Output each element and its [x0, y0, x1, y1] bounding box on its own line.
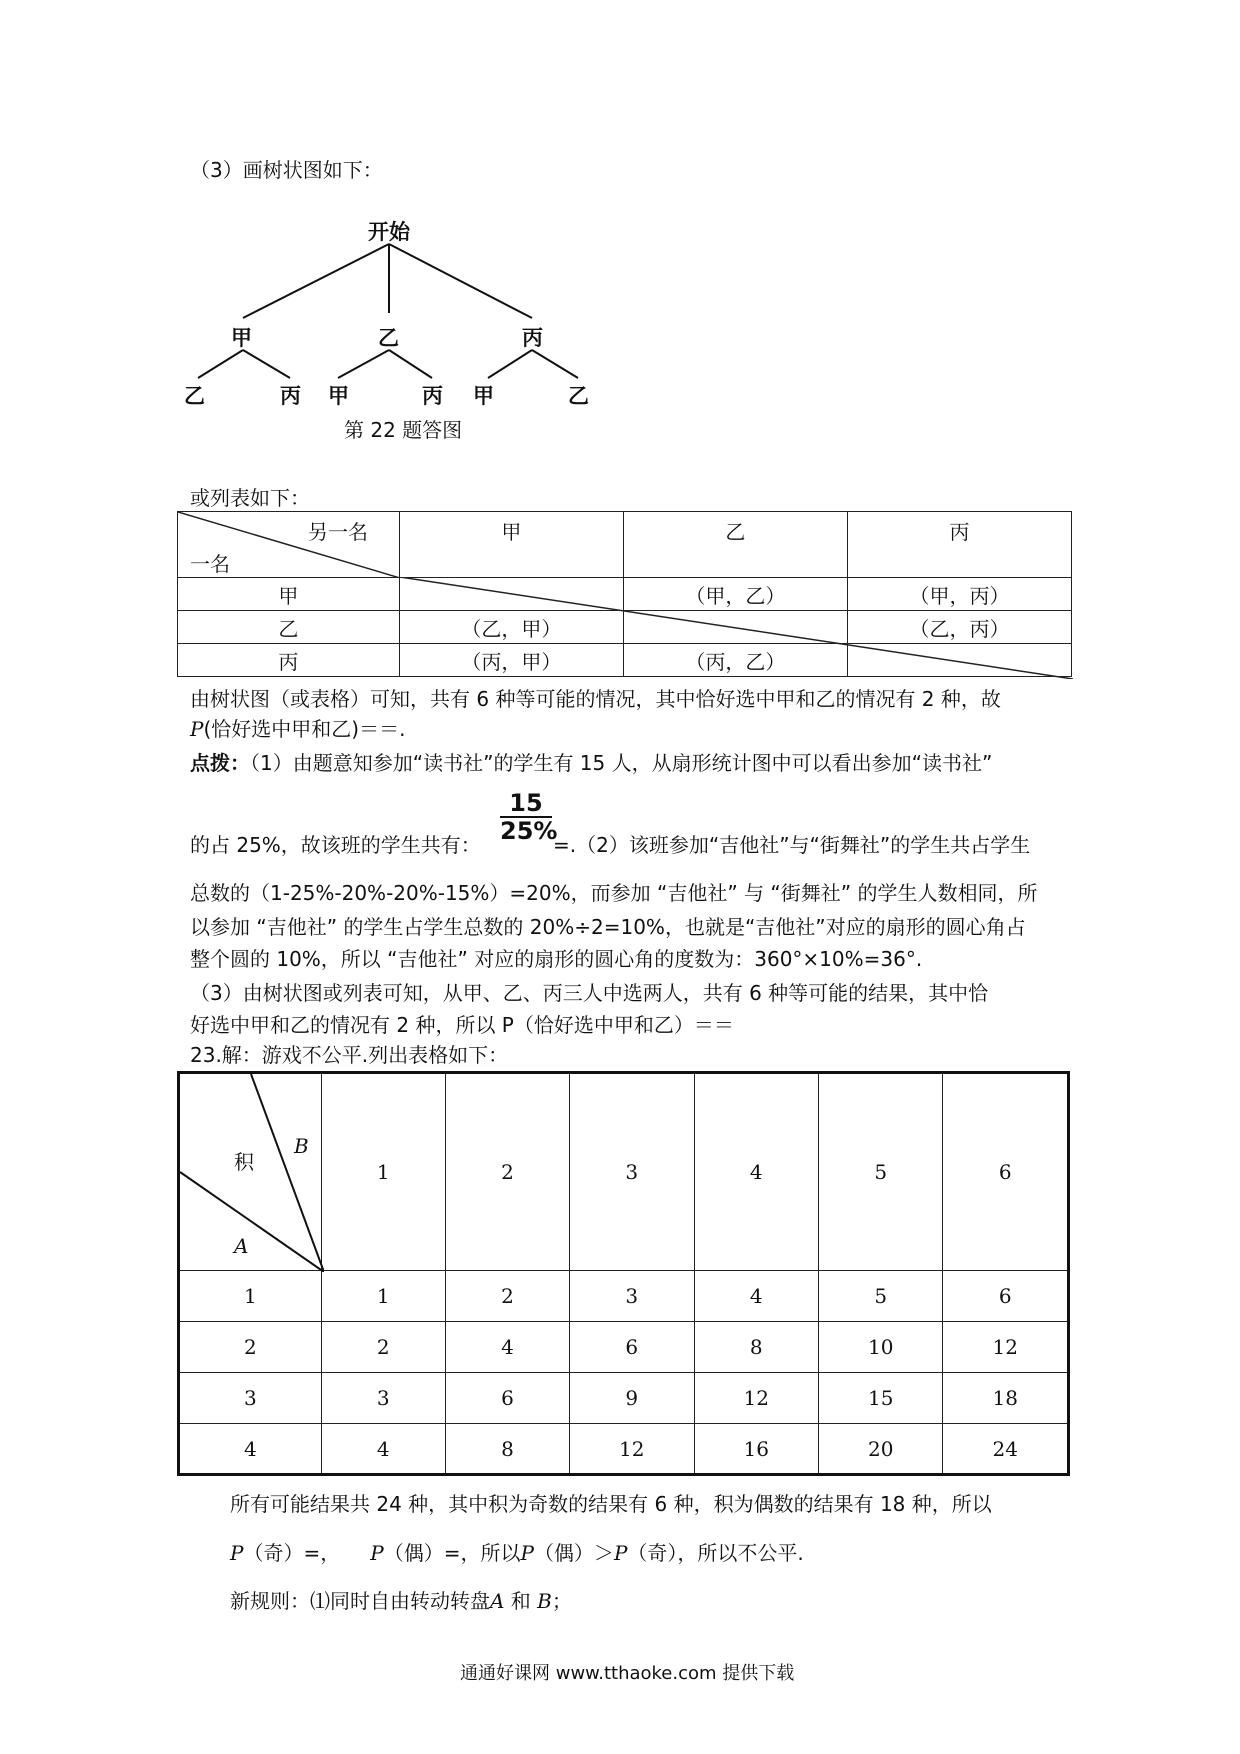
p-symbol: P: [520, 1541, 534, 1565]
q23-intro: 23.解：游戏不公平.列出表格如下：: [190, 1043, 509, 1067]
table-cell: （甲，丙）: [847, 578, 1071, 611]
table-cell: 16: [694, 1424, 818, 1475]
hint-line-5: 整个圆的 10%，所以 “吉他社” 对应的扇形的圆心角的度数为：360°×10%=36°.: [190, 947, 923, 971]
spinner-A: A: [490, 1589, 505, 1613]
pair-table-header: 甲: [399, 512, 623, 578]
row-label: 2: [179, 1322, 322, 1373]
table-row: [179, 1424, 1069, 1475]
table-cell: 3: [321, 1373, 445, 1424]
pair-table-header: 丙: [847, 512, 1071, 578]
table-cell: 4: [321, 1424, 445, 1475]
corner-bottom-label: 一名: [190, 552, 230, 576]
new-rule-line: [230, 1587, 572, 1615]
hint-line-2-post: =.（2）该班参加“吉他社”与“街舞社”的学生共占学生: [553, 833, 1031, 857]
fraction-numerator: 15: [509, 789, 543, 817]
table-cell: （乙，甲）: [399, 611, 623, 644]
result-line-1: 所有可能结果共 24 种，其中积为奇数的结果有 6 种，积为偶数的结果有 18 种，所以: [230, 1492, 992, 1516]
row-label: 4: [179, 1424, 322, 1475]
corner-B-label: B: [294, 1134, 309, 1158]
product-header: 2: [445, 1073, 569, 1271]
result-line-2: [230, 1539, 804, 1567]
tree-node-l1-1: 乙: [378, 326, 399, 350]
p-odd-text: （奇）=，: [243, 1541, 341, 1565]
conclusion-line-2: [190, 715, 405, 743]
table-cell: 6: [943, 1271, 1069, 1322]
tree-node-l2-4: 甲: [473, 384, 494, 408]
row-label: 甲: [178, 578, 400, 611]
product-header: 5: [818, 1073, 942, 1271]
product-table-corner: [179, 1073, 322, 1271]
table-cell: 3: [570, 1271, 694, 1322]
p-symbol: P: [230, 1541, 244, 1565]
footer-credit: 通通好课网 www.tthaoke.com 提供下载: [460, 1663, 795, 1684]
p-compare-text: （偶）＞: [533, 1541, 614, 1565]
product-header: 1: [321, 1073, 445, 1271]
table-cell: 9: [570, 1373, 694, 1424]
table-cell: 18: [943, 1373, 1069, 1424]
row-label: 3: [179, 1373, 322, 1424]
conclusion-line-1: 由树状图（或表格）可知，共有 6 种等可能的情况，其中恰好选中甲和乙的情况有 2 种，故: [190, 687, 1001, 711]
hint-line-6: （3）由树状图或列表可知，从甲、乙、丙三人中选两人，共有 6 种等可能的结果，其中恰: [190, 981, 989, 1005]
p-symbol: P: [613, 1541, 628, 1565]
table-cell: 8: [445, 1424, 569, 1475]
table1-diagonal: [400, 577, 1073, 679]
hint-line-7: 好选中甲和乙的情况有 2 种，所以 P（恰好选中甲和乙）＝＝: [190, 1013, 734, 1037]
table-cell: 5: [818, 1271, 942, 1322]
p-symbol: P: [190, 717, 204, 741]
table-cell: 8: [694, 1322, 818, 1373]
conclusion-line-2-text: (恰好选中甲和乙)＝＝.: [203, 717, 406, 741]
hint-line-1: [190, 749, 992, 777]
table-cell: 12: [570, 1424, 694, 1475]
new-rule-end: ；: [551, 1589, 572, 1613]
table-cell: （甲，乙）: [623, 578, 847, 611]
product-table: [177, 1071, 1070, 1476]
new-rule-and: 和: [504, 1589, 538, 1613]
table-cell: 6: [570, 1322, 694, 1373]
table-cell: 6: [445, 1373, 569, 1424]
table-cell: （乙，丙）: [847, 611, 1071, 644]
table-cell: （丙，乙）: [623, 644, 847, 677]
tree-node-l1-0: 甲: [231, 326, 252, 350]
unfair-conclusion: （奇），所以不公平.: [627, 1541, 804, 1565]
tree-root: 开始: [368, 220, 410, 244]
table-cell: 2: [321, 1322, 445, 1373]
fraction-15-25: [500, 789, 558, 845]
p-even-text: （偶）=，所以: [383, 1541, 521, 1565]
table-cell: 12: [694, 1373, 818, 1424]
hint-label: 点拨：: [190, 751, 250, 775]
list-intro: 或列表如下：: [190, 486, 310, 510]
tree-node-l2-3: 丙: [422, 384, 443, 408]
corner-A-label: A: [234, 1234, 249, 1258]
table-cell: 10: [818, 1322, 942, 1373]
hint-line-4: 以参加 “吉他社” 的学生占学生总数的 20%÷2=10%，也就是“吉他社”对应的扇形的圆心角占: [190, 915, 1026, 939]
table-row: [179, 1322, 1069, 1373]
pair-table-corner: [178, 512, 400, 578]
table-cell: 24: [943, 1424, 1069, 1475]
table-cell: 20: [818, 1424, 942, 1475]
tree-node-l2-1: 丙: [280, 384, 301, 408]
tree-caption: 第 22 题答图: [344, 418, 463, 442]
product-header: 4: [694, 1073, 818, 1271]
table-row: [179, 1271, 1069, 1322]
table-cell: 12: [943, 1322, 1069, 1373]
corner-top-label: 另一名: [308, 520, 368, 544]
table-cell: 4: [694, 1271, 818, 1322]
hint-line-1-text: （1）由题意知参加“读书社”的学生有 15 人，从扇形统计图中可以看出参加“读书社”: [250, 751, 993, 775]
new-rule-text: 新规则：⑴同时自由转动转盘: [230, 1589, 490, 1613]
table-cell: 4: [445, 1322, 569, 1373]
table-cell: 2: [445, 1271, 569, 1322]
section-3-heading: （3）画树状图如下：: [190, 158, 383, 182]
table-row: [179, 1373, 1069, 1424]
spinner-B: B: [537, 1589, 552, 1613]
hint-line-3: 总数的（1-25%-20%-20%-15%）=20%，而参加 “吉他社” 与 “街舞社” 的学生人数相同，所: [190, 881, 1038, 905]
product-header: 6: [943, 1073, 1069, 1271]
tree-node-l2-5: 乙: [568, 384, 589, 408]
p-symbol: P: [370, 1541, 384, 1565]
fraction-denominator: 25%: [500, 817, 558, 845]
table-cell: （丙，甲）: [399, 644, 623, 677]
pair-table-header: 乙: [623, 512, 847, 578]
corner-prod-label: 积: [234, 1150, 254, 1174]
tree-node-l2-2: 甲: [328, 384, 349, 408]
tree-node-l1-2: 丙: [522, 326, 543, 350]
row-label: 乙: [178, 611, 400, 644]
table-cell: 15: [818, 1373, 942, 1424]
table-cell: 1: [321, 1271, 445, 1322]
row-label: 1: [179, 1271, 322, 1322]
row-label: 丙: [178, 644, 400, 677]
tree-node-l2-0: 乙: [184, 384, 205, 408]
tree-diagram: [180, 210, 610, 410]
product-header: 3: [570, 1073, 694, 1271]
hint-line-2-pre: 的占 25%，故该班的学生共有：: [190, 833, 481, 857]
